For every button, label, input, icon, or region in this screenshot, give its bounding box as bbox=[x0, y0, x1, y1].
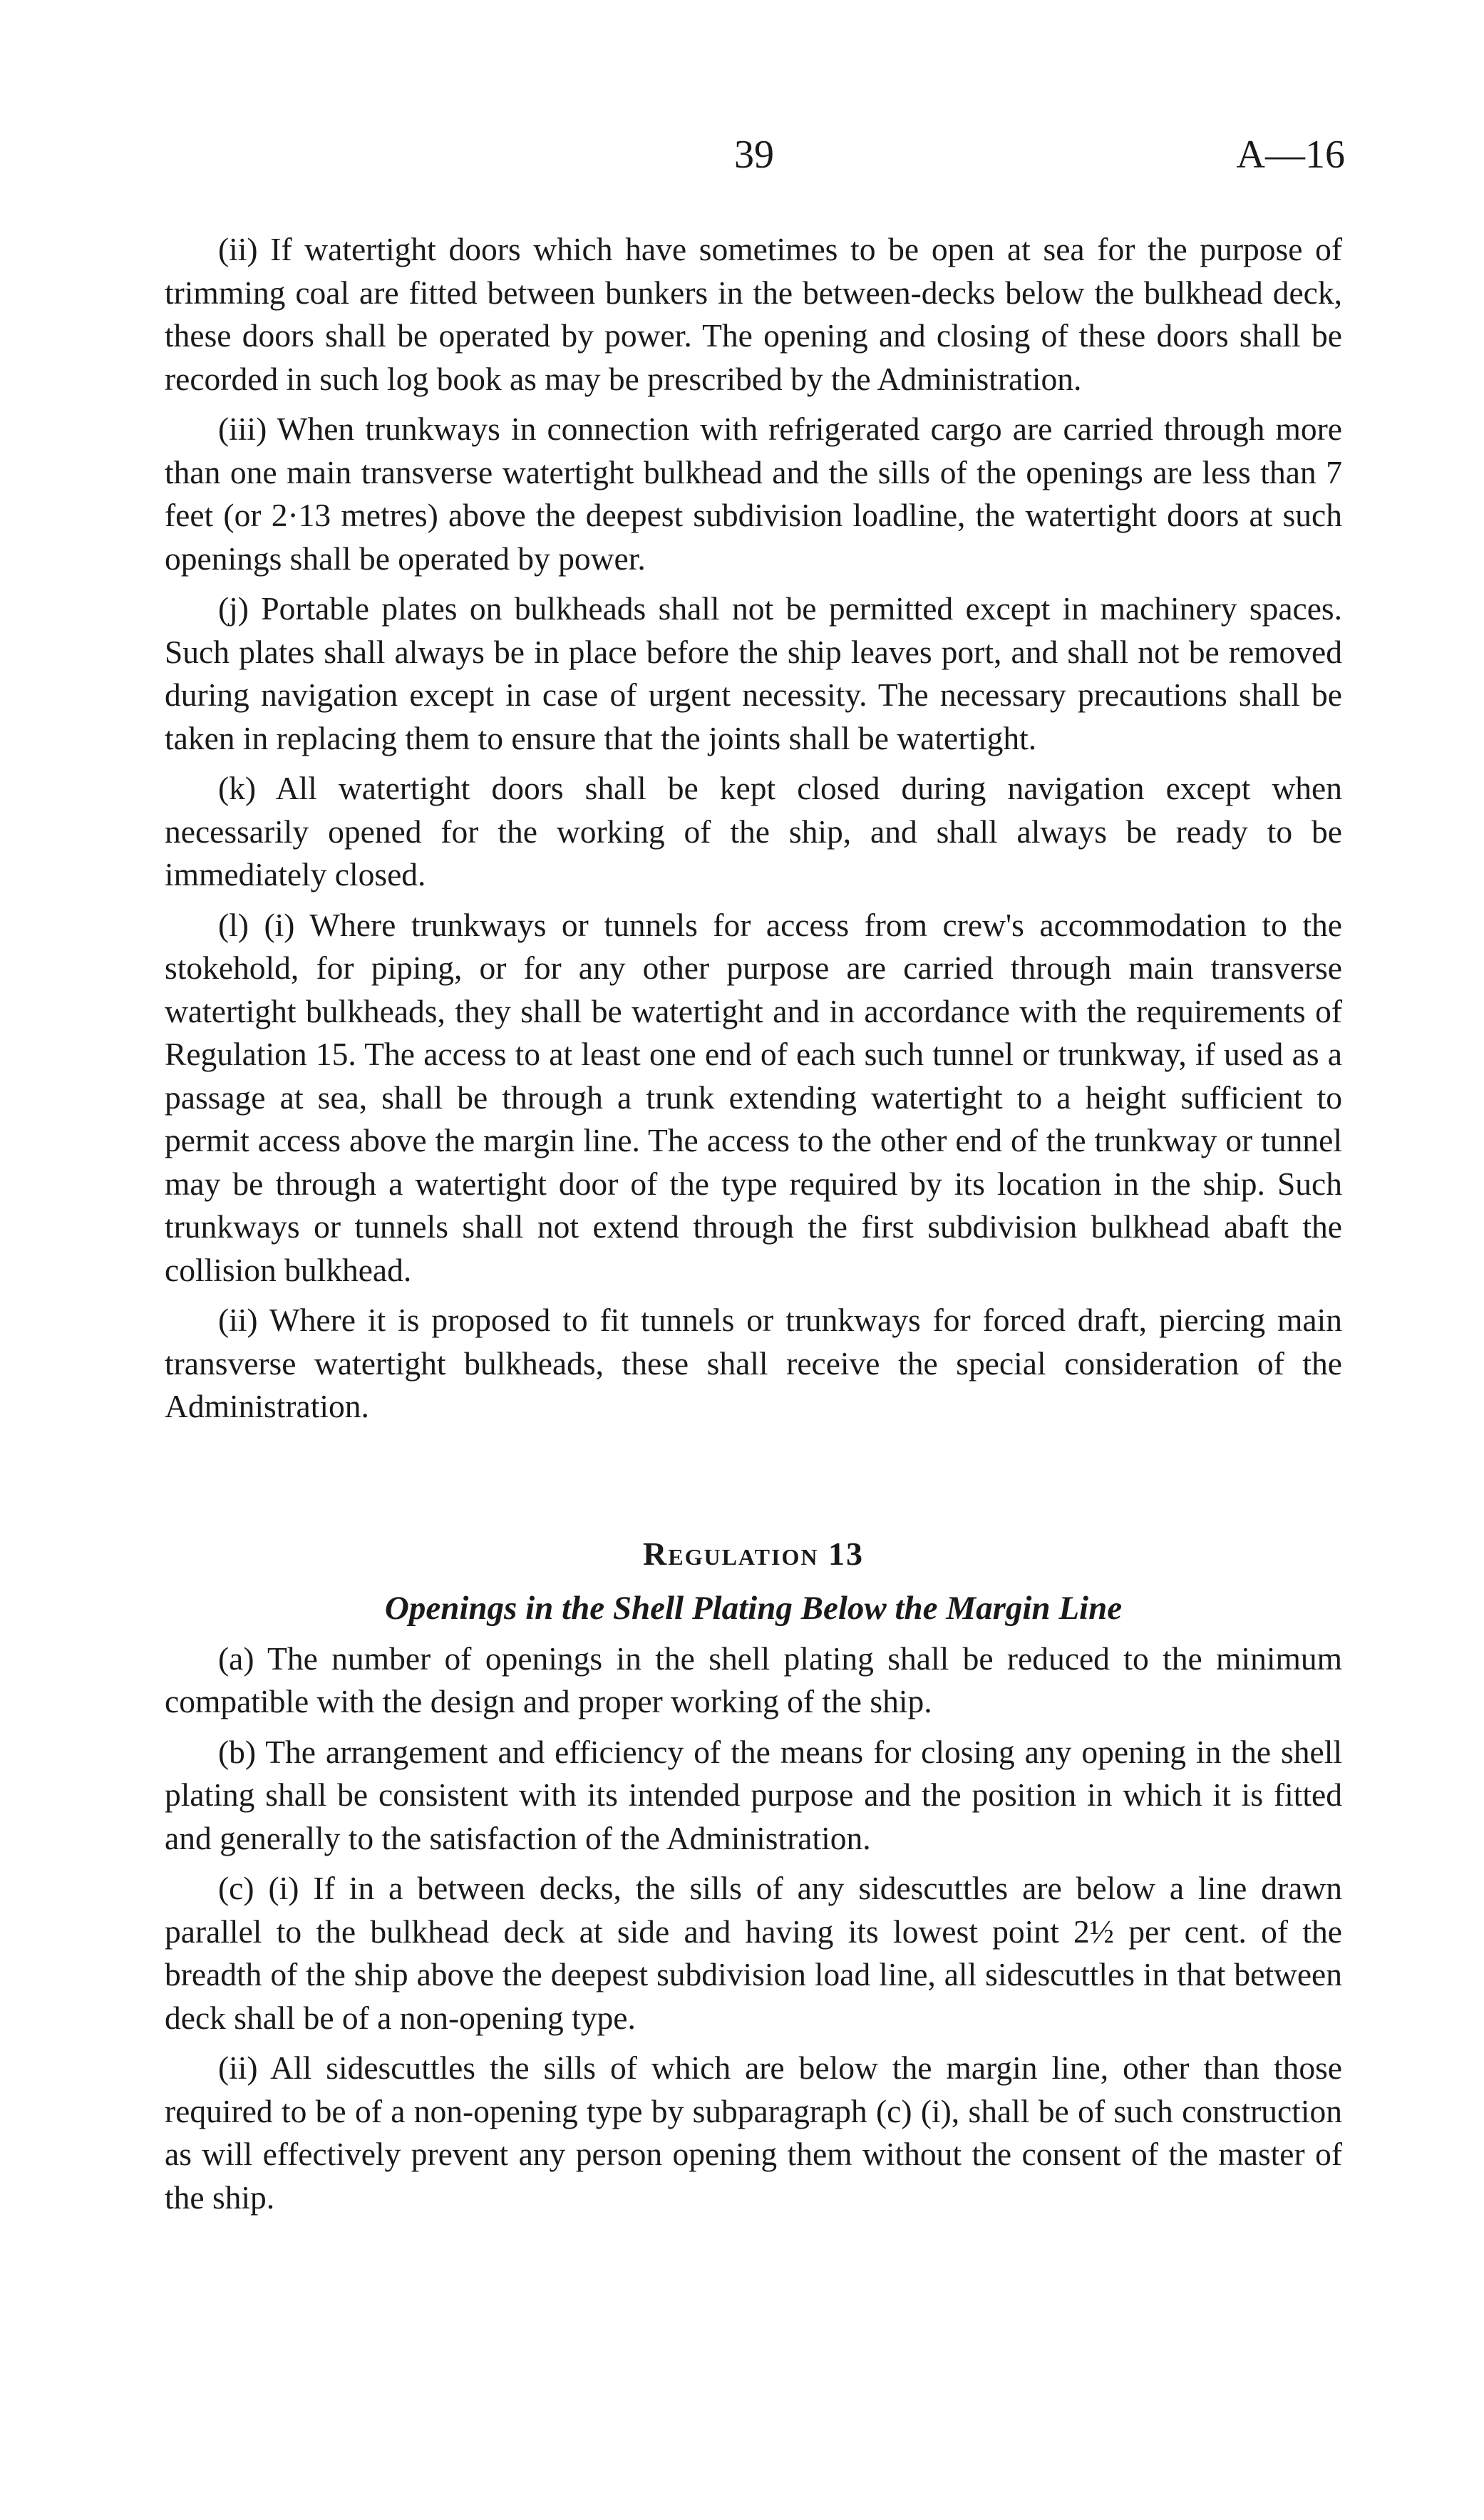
page-number: 39 bbox=[734, 133, 774, 177]
page-header bbox=[0, 132, 1484, 189]
paragraph-trunkways-tunnels: (l) (i) Where trunkways or tunnels for access from crew's accommodation to the stokehold, for piping, or for any other purpose are carried through main transverse watertight bulkheads, they shall be watertight and in accordance with the requirements of Regulation 15. The access to at least one end of each such tunnel or trunkway, if used as a passage at sea, shall be through a trunk extending watertight to a height sufficient to permit access above the margin line. The access to the other end of the trunkway or tunnel may be through a watertight door of the type required by its location in the ship. Such trunkways or tunnels shall not extend through the first subdivision bulkhead abaft the collision bulkhead. bbox=[165, 906, 1342, 1288]
paragraph-watertight-doors-power: (ii) If watertight doors which have sometimes to be open at sea for the purpose of trimming coal are fitted between bunkers in the between-decks below the bulkhead deck, these doors shall be operated by power. The opening and closing of these doors shall be recorded in such log book as may be prescribed by the Administration. bbox=[165, 231, 1342, 397]
regulation-title: Regulation 13 bbox=[643, 1535, 864, 1572]
paragraph-sidescuttles-construction: (ii) All sidescuttles the sills of which are below the margin line, other than those required to be of a non-opening type by subparagraph (c) (i), shall be of such construction as will effectively prevent any person opening them without the consent of the master of the ship. bbox=[165, 2050, 1342, 2216]
regulation-subtitle: Openings in the Shell Plating Below the Margin Line bbox=[384, 1589, 1123, 1627]
paragraph-doors-closed: (k) All watertight doors shall be kept closed during navigation except when necessarily opened for the working of the ship, and shall always be ready to be immediately closed. bbox=[165, 770, 1342, 893]
paragraph-refrigerated-trunkways: (iii) When trunkways in connection with refrigerated cargo are carried through more than one main transverse watertight bulkhead and the sills of the openings are less than 7 feet (or 2·13 metres) above the deepest subdivision loadline, the watertight doors at such openings shall be operated by power. bbox=[165, 411, 1342, 577]
section-spacer bbox=[165, 1436, 1342, 1532]
paragraph-number-of-openings: (a) The number of openings in the shell plating shall be reduced to the minimum compatible with the design and proper working of the ship. bbox=[165, 1640, 1342, 1719]
paragraph-portable-plates: (j) Portable plates on bulkheads shall not be permitted except in machinery spaces. Such plates shall always be in place before the ship leaves port, and shall not be removed during navigation except in case of urgent necessity. The necessary precautions shall be taken in replacing them to ensure that the joints shall be watertight. bbox=[165, 590, 1342, 756]
paragraph-closing-arrangement: (b) The arrangement and efficiency of the means for closing any opening in the shell plating shall be consistent with its intended purpose and the position in which it is fitted and generally to the satisfaction of the Administration. bbox=[165, 1733, 1342, 1856]
paragraph-forced-draft: (ii) Where it is proposed to fit tunnels or trunkways for forced draft, piercing main transverse watertight bulkheads, these shall receive the special consideration of the Administration. bbox=[165, 1302, 1342, 1424]
body-text bbox=[165, 228, 1342, 2226]
document-reference: A—16 bbox=[1236, 133, 1345, 177]
paragraph-sidescuttles-non-opening: (c) (i) If in a between decks, the sills of any sidescuttles are below a line drawn parallel to the bulkhead deck at side and having its lowest point 2½ per cent. of the breadth of the ship above the deepest subdivision load line, all sidescuttles in that between deck shall be of a non-opening type. bbox=[165, 1870, 1342, 2036]
